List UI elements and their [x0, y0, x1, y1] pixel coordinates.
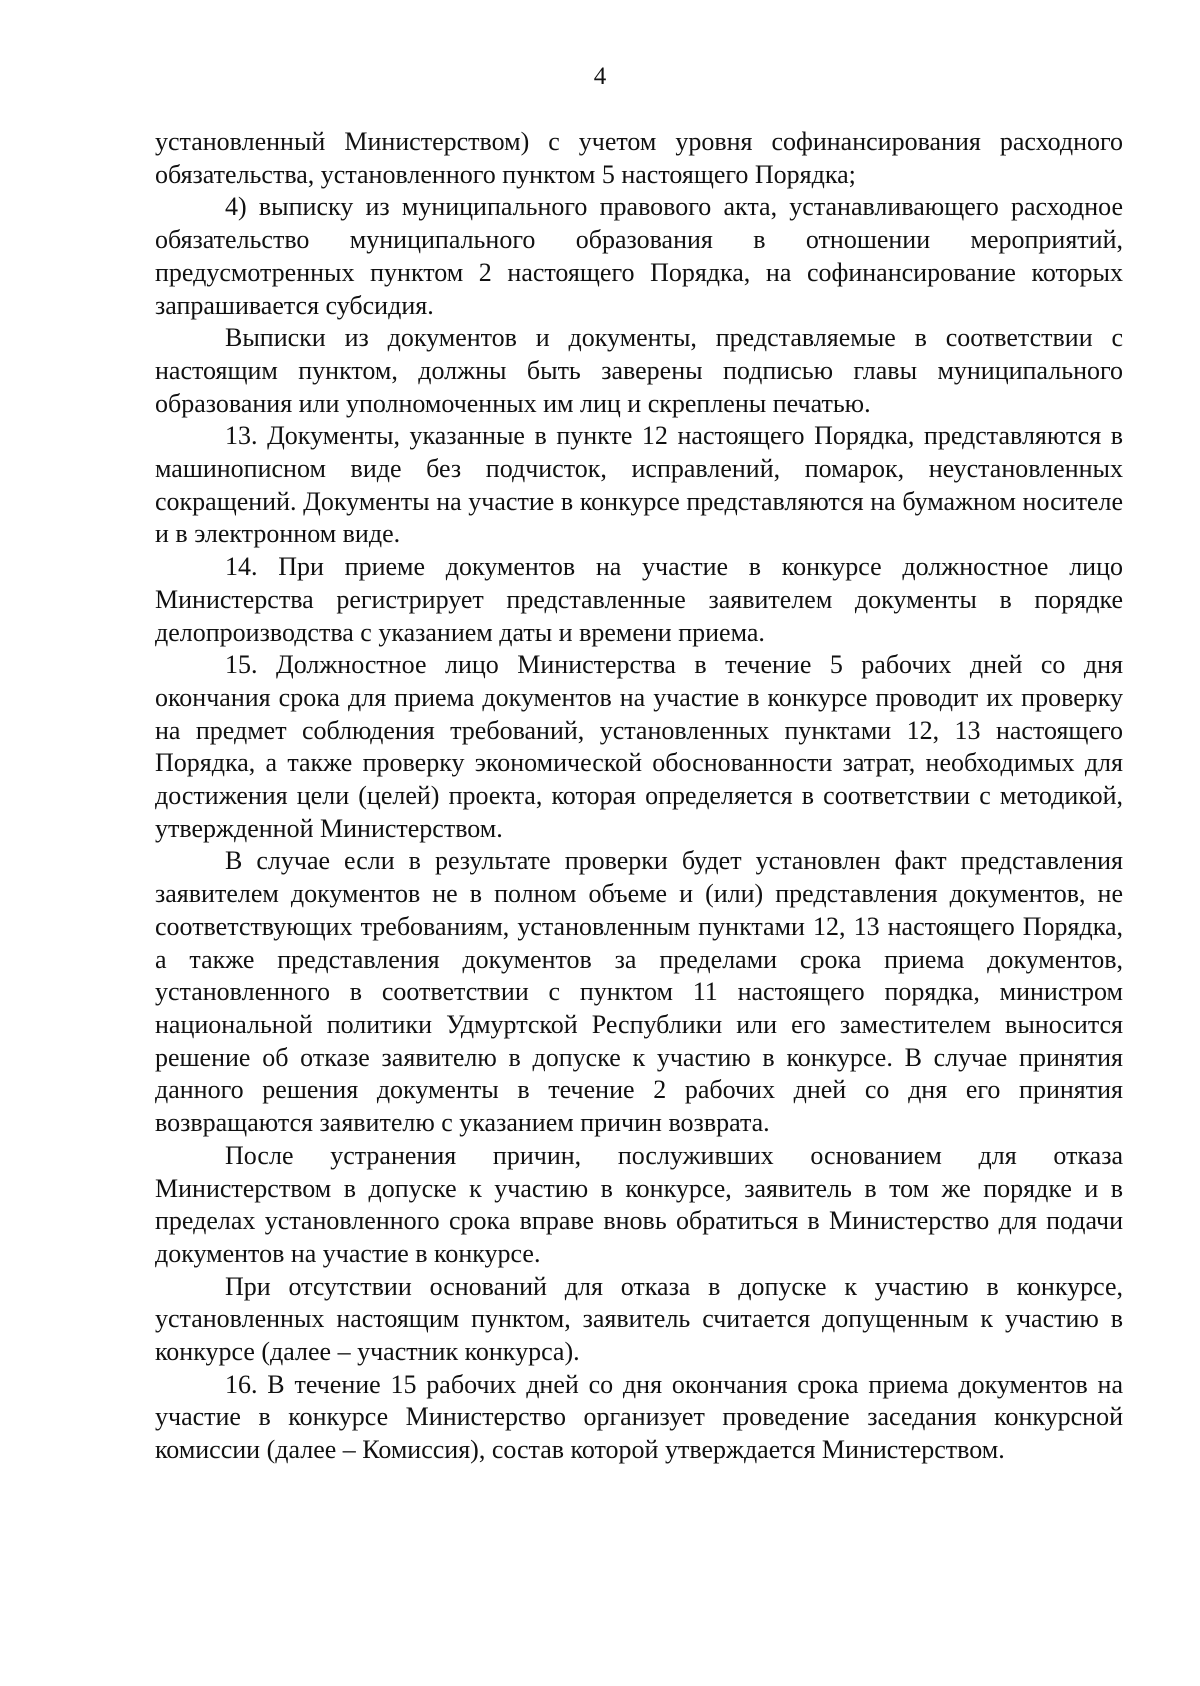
paragraph-resubmission: После устранения причин, послуживших основанием для отказа Министерством в допуске к участию в конкурсе, заявитель в том же порядке и в пределах установленного срока вправе вновь обратиться в Министерство для подачи документов на участие в конкурсе.: [155, 1140, 1123, 1268]
paragraph-continuation: установленный Министерством) с учетом уровня софинансирования расходного обязательства, установленного пунктом 5 настоящего Порядка;: [155, 127, 1123, 189]
paragraph-14: 14. При приеме документов на участие в конкурсе должностное лицо Министерства регистрирует представленные заявителем документы в порядке делопроизводства с указанием даты и времени приема.: [155, 552, 1123, 647]
paragraph-admission: При отсутствии оснований для отказа в допуске к участию в конкурсе, установленных настоящим пунктом, заявитель считается допущенным к участию в конкурсе (далее – участник конкурса).: [155, 1271, 1123, 1367]
paragraph-refusal-case: В случае если в результате проверки будет установлен факт представления заявителем документов не в полном объеме и (или) представления документов, не соответствующих требованиям, установленным пунктами 12, 13 настоящего Порядка, а также представления документов за пределами срока приема документов, установленного в соответствии с пунктом 11 настоящего порядка, министром национальной политики Удмуртской Республики или его заместителем выносится решение об отказе заявителю в допуске к участию в конкурсе. В случае принятия данного решения документы в течение 2 рабочих дней со дня его принятия возвращаются заявителю с указанием причин возврата.: [155, 846, 1123, 1138]
page-number: 4: [593, 63, 607, 90]
paragraph-13: 13. Документы, указанные в пункте 12 настоящего Порядка, представляются в машинописном виде без подчисток, исправлений, помарок, неустановленных сокращений. Документы на участие в конкурсе представляются на бумажном носителе и в электронном виде.: [155, 421, 1123, 549]
paragraph-item-4: 4) выписку из муниципального правового акта, устанавливающего расходное обязательство муниципального образования в отношении мероприятий, предусмотренных пунктом 2 настоящего Порядка, на софинансирование которых запрашивается субсидия.: [155, 192, 1123, 320]
paragraph-16: 16. В течение 15 рабочих дней со дня окончания срока приема документов на участие в конкурсе Министерство организует проведение заседания конкурсной комиссии (далее – Комиссия), состав которой утверждается Министерством.: [155, 1369, 1123, 1465]
document-body: [155, 126, 1123, 1467]
paragraph-certification: Выписки из документов и документы, представляемые в соответствии с настоящим пунктом, должны быть заверены подписью главы муниципального образования или уполномоченных им лиц и скреплены печатью.: [155, 323, 1123, 418]
paragraph-15: 15. Должностное лицо Министерства в течение 5 рабочих дней со дня окончания срока для приема документов на участие в конкурсе проводит их проверку на предмет соблюдения требований, установленных пунктами 12, 13 настоящего Порядка, а также проверку экономической обоснованности затрат, необходимых для достижения цели (целей) проекта, которая определяется в соответствии с методикой, утвержденной Министерством.: [155, 650, 1123, 843]
